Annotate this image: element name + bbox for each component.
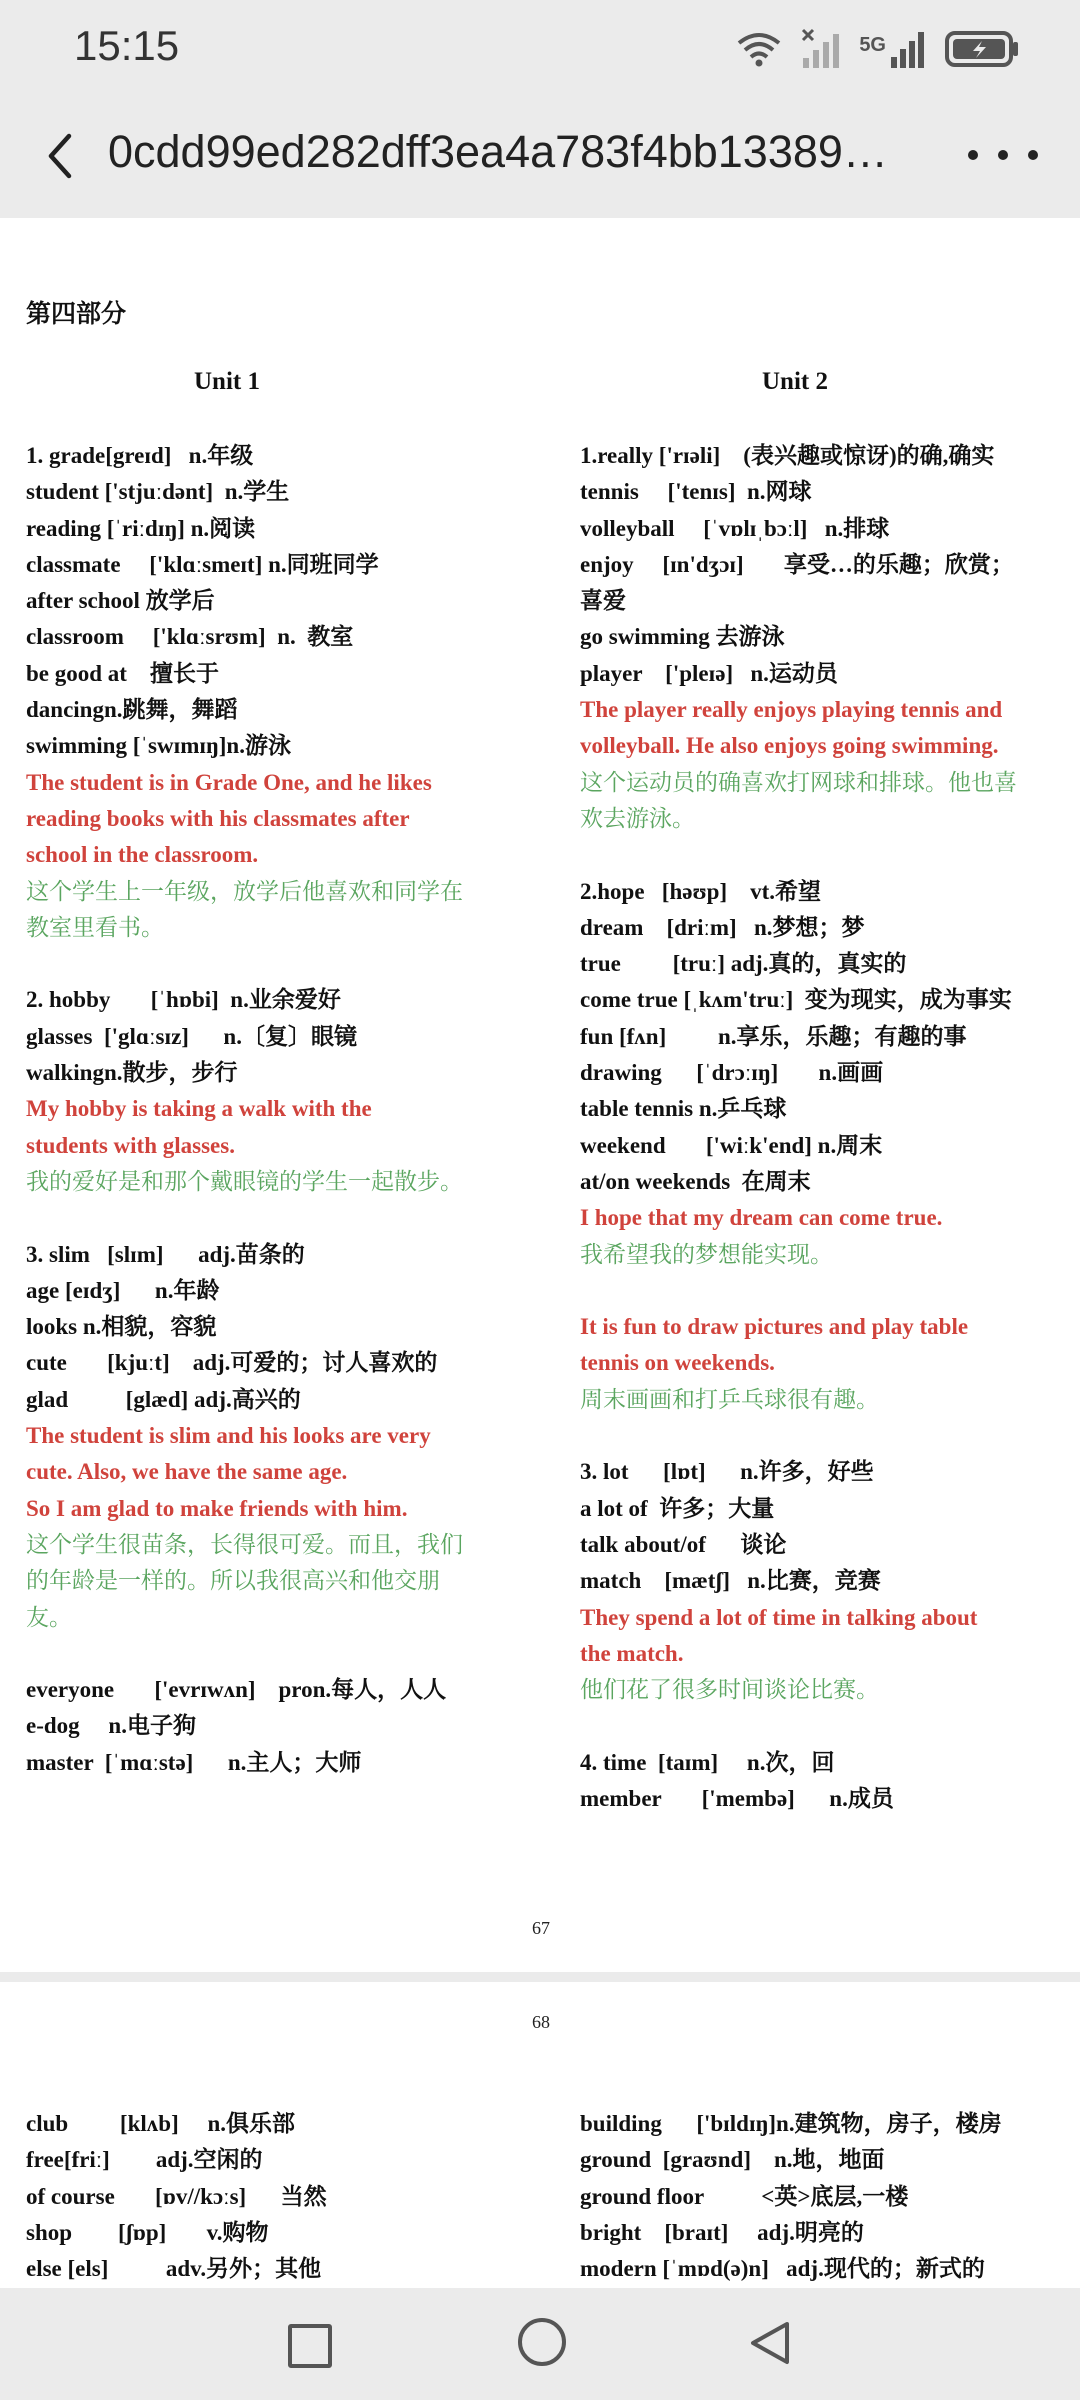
vocab-line: everyone ['evrɪwʌn] pron.每人，人人 [26,1677,447,1703]
example-sentence: school in the classroom. [26,842,259,868]
vocab-line: else [els] adv.另外；其他 [26,2256,322,2282]
vocab-line: dancingn.跳舞，舞蹈 [26,697,238,723]
example-sentence: cute. Also, we have the same age. [26,1459,348,1485]
battery-icon [944,29,1020,69]
status-icons [735,26,1020,72]
vocab-line: 3. slim [slɪm] adj.苗条的 [26,1241,305,1267]
example-sentence: I hope that my dream can come true. [580,1205,943,1231]
more-dot [1028,150,1038,160]
vocab-line: true [truː] adj.真的，真实的 [580,951,907,977]
translation-line: 这个学生上一年级，放学后他喜欢和同学在 [26,878,463,904]
vocab-line: ground [graʊnd] n.地，地面 [580,2147,885,2173]
vocab-line: age [eɪdʒ] n.年龄 [26,1277,220,1303]
vocab-line: e-dog n.电子狗 [26,1713,196,1739]
spacer [580,1708,1062,1744]
vocab-line: free[friː] adj.空闲的 [26,2147,263,2173]
vocab-line: fun [fʌn] n.享乐，乐趣；有趣的事 [580,1023,967,1049]
page68-right-column [580,2106,1062,2287]
vocab-line: master [ˈmɑːstə] n.主人；大师 [26,1749,362,1775]
example-sentence: students with glasses. [26,1132,235,1158]
navigation-bar [0,2288,1080,2400]
vocab-line: looks n.相貌，容貌 [26,1314,217,1340]
vocab-line: go swimming 去游泳 [580,624,785,650]
vocab-line: 2. hobby [ˈhɒbi] n.业余爱好 [26,987,341,1013]
translation-line: 周末画画和打乒乓球很有趣。 [580,1386,879,1412]
vocab-line: member ['membə] n.成员 [580,1785,894,1811]
network-label: 5G [859,34,886,56]
translation-line: 我希望我的梦想能实现。 [580,1241,833,1267]
chevron-left-icon [45,132,75,180]
more-options-button[interactable] [968,130,1038,180]
vocab-line: 喜爱 [580,588,626,614]
vocab-line: ground floor <英>底层,一楼 [580,2183,909,2209]
translation-line: 这个运动员的确喜欢打网球和排球。他也喜 [580,769,1017,795]
vocab-line: 4. time [taɪm] n.次，回 [580,1749,835,1775]
example-sentence: The student is slim and his looks are very [26,1423,431,1449]
signal-off-icon [801,28,841,70]
unit1-title: Unit 1 [194,368,260,395]
back-button[interactable] [30,126,90,186]
status-time: 15:15 [74,22,180,69]
spacer [580,1418,1062,1454]
vocab-line: bright [braɪt] adj.明亮的 [580,2219,864,2245]
spacer [580,1273,1062,1309]
more-dot [998,150,1008,160]
vocab-line: be good at 擅长于 [26,660,219,686]
vocab-line: glad [glæd] adj.高兴的 [26,1386,301,1412]
vocab-line: shop [ʃɒp] v.购物 [26,2219,269,2245]
vocab-line: drawing [ˈdrɔːɪŋ] n.画画 [580,1060,884,1086]
vocab-line: 1.really ['rɪəli] (表兴趣或惊讶)的确,确实 [580,443,995,468]
unit2-column [580,438,1062,1817]
document-page-67 [0,218,1080,1972]
example-sentence: It is fun to draw pictures and play table [580,1314,969,1340]
section-title: 第四部分 [26,301,127,328]
vocab-line: weekend ['wiːk'end] n.周末 [580,1132,883,1158]
more-dot [968,150,978,160]
translation-line: 的年龄是一样的。所以我很高兴和他交朋 [26,1568,440,1594]
vocab-line: walkingn.散步，步行 [26,1060,238,1086]
vocab-line: a lot of 许多；大量 [580,1495,775,1521]
example-sentence: The player really enjoys playing tennis and [580,697,1003,723]
vocab-line: student ['stjuːdənt] n.学生 [26,479,290,505]
vocab-line: 2.hope [həʊp] vt.希望 [580,878,822,904]
vocab-line: reading [ˈriːdɪŋ] n.阅读 [26,515,256,541]
spacer [26,1200,506,1236]
vocab-line: cute [kjuːt] adj.可爱的；讨人喜欢的 [26,1350,438,1376]
example-sentence: So I am glad to make friends with him. [26,1495,408,1521]
document-title: 0cdd99ed282dff3ea4a783f4bb13389… [108,126,888,177]
unit1-column [26,438,506,1781]
vocab-line: after school 放学后 [26,588,215,614]
vocab-line: building ['bɪldɪŋ]n.建筑物，房子，楼房 [580,2111,1002,2136]
home-button[interactable] [518,2318,566,2366]
example-sentence: reading books with his classmates after [26,805,410,831]
network-type [859,29,926,69]
vocab-line: player ['pleɪə] n.运动员 [580,660,838,686]
vocab-line: swimming [ˈswɪmɪŋ]n.游泳 [26,733,291,759]
vocab-line: match [mætʃ] n.比赛，竞赛 [580,1568,881,1594]
app-bar [0,100,1080,218]
page-number: 67 [532,1918,550,1938]
example-sentence: volleyball. He also enjoys going swimming. [580,733,999,759]
vocab-line: tennis ['tenɪs] n.网球 [580,479,812,505]
vocab-line: dream [driːm] n.梦想；梦 [580,914,865,940]
spacer [26,946,506,982]
translation-line: 欢去游泳。 [580,805,695,831]
vocab-line: 3. lot [lɒt] n.许多，好些 [580,1459,874,1485]
unit2-title: Unit 2 [762,368,828,395]
vocab-line: glasses ['glɑːsɪz] n.〔复〕眼镜 [26,1023,357,1049]
page68-left-column [26,2106,506,2287]
vocab-line: classmate ['klɑːsmeɪt] n.同班同学 [26,551,379,577]
recent-apps-button[interactable] [288,2324,332,2368]
spacer [580,837,1062,873]
wifi-icon [735,29,783,69]
example-sentence: the match. [580,1640,684,1666]
vocab-line: enjoy [ɪn'dʒɔɪ] 享受…的乐趣；欣赏； [580,551,1014,577]
example-sentence: tennis on weekends. [580,1350,775,1376]
example-sentence: The student is in Grade One, and he likes [26,769,432,795]
example-sentence: They spend a lot of time in talking about [580,1604,978,1630]
translation-line: 教室里看书。 [26,914,164,940]
example-sentence: My hobby is taking a walk with the [26,1096,372,1122]
vocab-line: club [klʌb] n.俱乐部 [26,2111,296,2136]
page-number: 68 [532,2012,550,2032]
translation-line: 他们花了很多时间谈论比赛。 [580,1677,879,1703]
vocab-line: classroom ['klɑːsrʊm] n. 教室 [26,624,354,650]
vocab-line: at/on weekends 在周末 [580,1168,811,1194]
vocab-line: modern [ˈmɒd(ə)n] adj.现代的；新式的 [580,2256,985,2282]
translation-line: 这个学生很苗条，长得很可爱。而且，我们 [26,1531,463,1557]
vocab-line: come true [ˌkʌm'truː] 变为现实，成为事实 [580,987,1012,1013]
spacer [26,1636,506,1672]
vocab-line: of course [ɒv//kɔːs] 当然 [26,2183,327,2209]
vocab-line: table tennis n.乒乓球 [580,1096,787,1122]
nav-back-button[interactable] [745,2318,795,2368]
vocab-line: 1. grade[greɪd] n.年级 [26,443,254,468]
translation-line: 友。 [26,1604,72,1630]
translation-line: 我的爱好是和那个戴眼镜的学生一起散步。 [26,1168,463,1194]
signal-icon [890,29,926,69]
status-bar [0,0,1080,100]
vocab-line: talk about/of 谈论 [580,1531,787,1557]
document-page-68 [0,1982,1080,2288]
vocab-line: volleyball [ˈvɒlɪˌbɔːl] n.排球 [580,515,890,541]
